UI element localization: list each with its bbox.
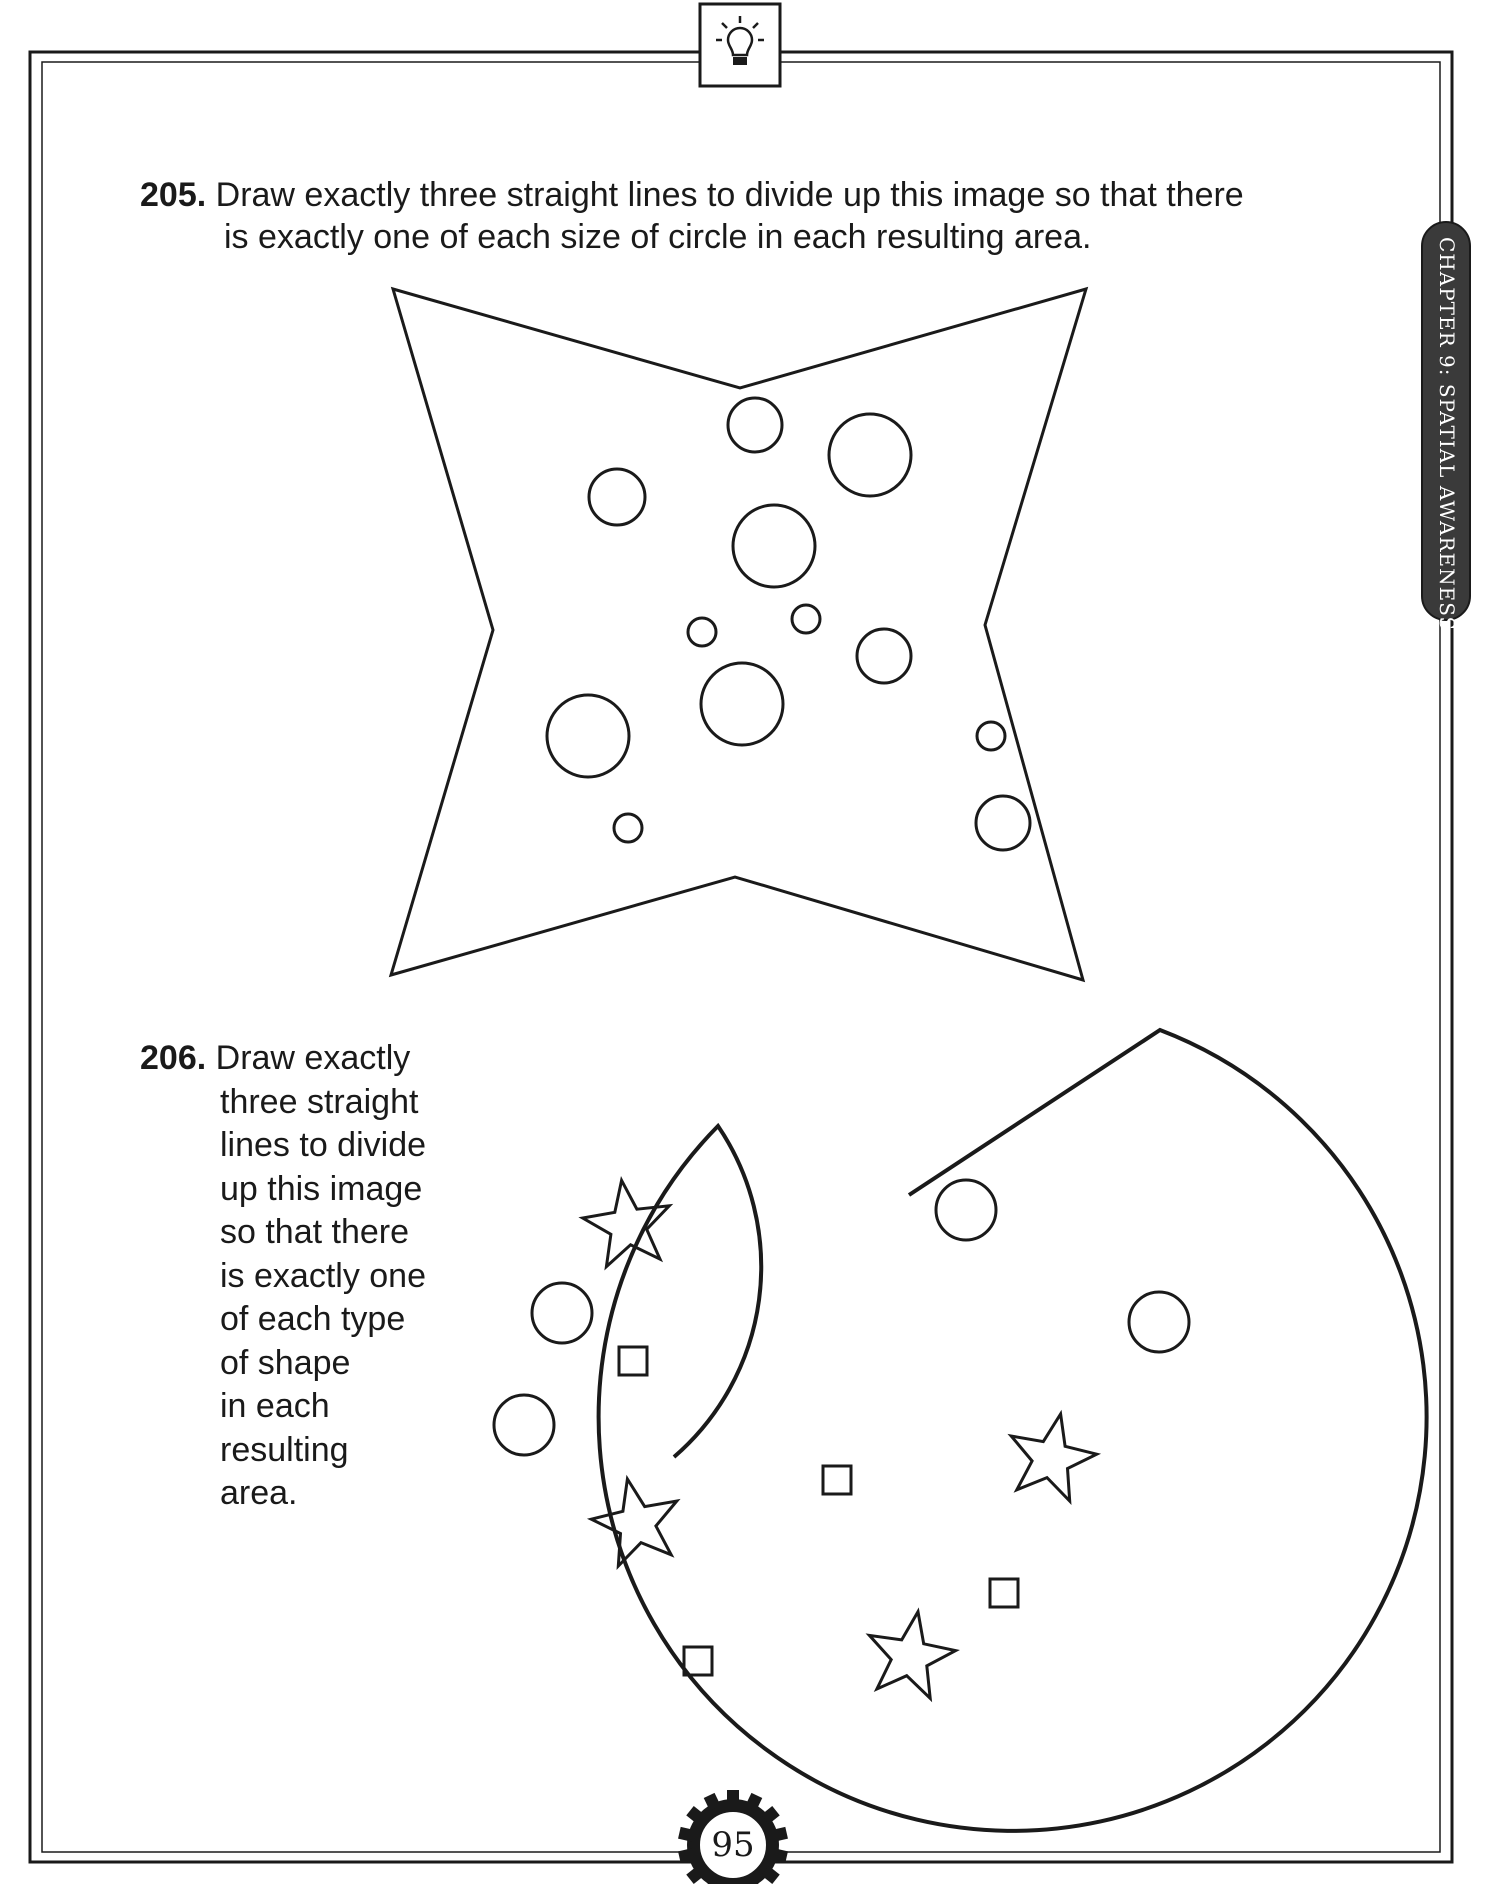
page-number: 95 (711, 1825, 755, 1865)
page-frame (30, 52, 1452, 1862)
square-item (619, 1347, 647, 1375)
square-item (684, 1647, 712, 1675)
circle-item (1129, 1292, 1189, 1352)
small-circle (977, 722, 1005, 750)
puzzle-206-line: in each (220, 1387, 330, 1425)
large-circle (547, 695, 629, 777)
puzzle-205-figure (391, 289, 1086, 980)
medium-circle (589, 469, 645, 525)
large-circle (829, 414, 911, 496)
puzzle-206-line-1 (140, 1037, 470, 1081)
puzzle-205-instructions (140, 174, 1360, 258)
puzzle-205-line-1 (140, 174, 1360, 216)
medium-circle (728, 398, 782, 452)
puzzle-206-figure (599, 1030, 1427, 1831)
puzzle-206-line: is exactly one (220, 1256, 426, 1295)
circles-group (547, 398, 1030, 850)
spiral-shape (599, 1030, 1427, 1831)
puzzle-205-number: 205. (140, 176, 207, 214)
star-item (869, 1612, 955, 1699)
circle-item (532, 1283, 592, 1343)
puzzle-206-instructions (140, 1037, 470, 1516)
small-circle (792, 605, 820, 633)
puzzle-206-line: resulting (220, 1430, 349, 1469)
puzzle-206-text: Draw exactly (215, 1039, 411, 1077)
square-item (823, 1466, 851, 1494)
circle-item (494, 1395, 554, 1455)
chapter-tab-label: CHAPTER 9: SPATIAL AWARENESS (1435, 237, 1459, 632)
puzzle-206-line: of each type (220, 1300, 406, 1338)
large-circle (733, 505, 815, 587)
star-item (1011, 1414, 1096, 1501)
puzzle-206-line: of shape (220, 1343, 351, 1382)
puzzle-206-line: three straight (220, 1082, 419, 1121)
square-item (990, 1579, 1018, 1607)
four-point-star-shape (391, 289, 1086, 980)
puzzle-206-line: so that there (220, 1213, 410, 1251)
medium-circle (857, 629, 911, 683)
puzzle-206-line: up this image (220, 1169, 423, 1208)
puzzle-206-line: area. (220, 1474, 298, 1512)
star-item (583, 1180, 670, 1266)
stars-group (583, 1180, 1097, 1698)
medium-circle (976, 796, 1030, 850)
puzzle-206-line: lines to divide (220, 1126, 427, 1164)
puzzle-206-number: 206. (140, 1039, 207, 1077)
puzzle-205-line-2: is exactly one of each size of circle in each resulting area. (224, 218, 1092, 256)
small-circle (614, 814, 642, 842)
circle-item (936, 1180, 996, 1240)
puzzle-205-text: Draw exactly three straight lines to divide up this image so that there (215, 176, 1244, 214)
lightbulb-icon (700, 4, 780, 86)
small-circle (688, 618, 716, 646)
large-circle (701, 663, 783, 745)
